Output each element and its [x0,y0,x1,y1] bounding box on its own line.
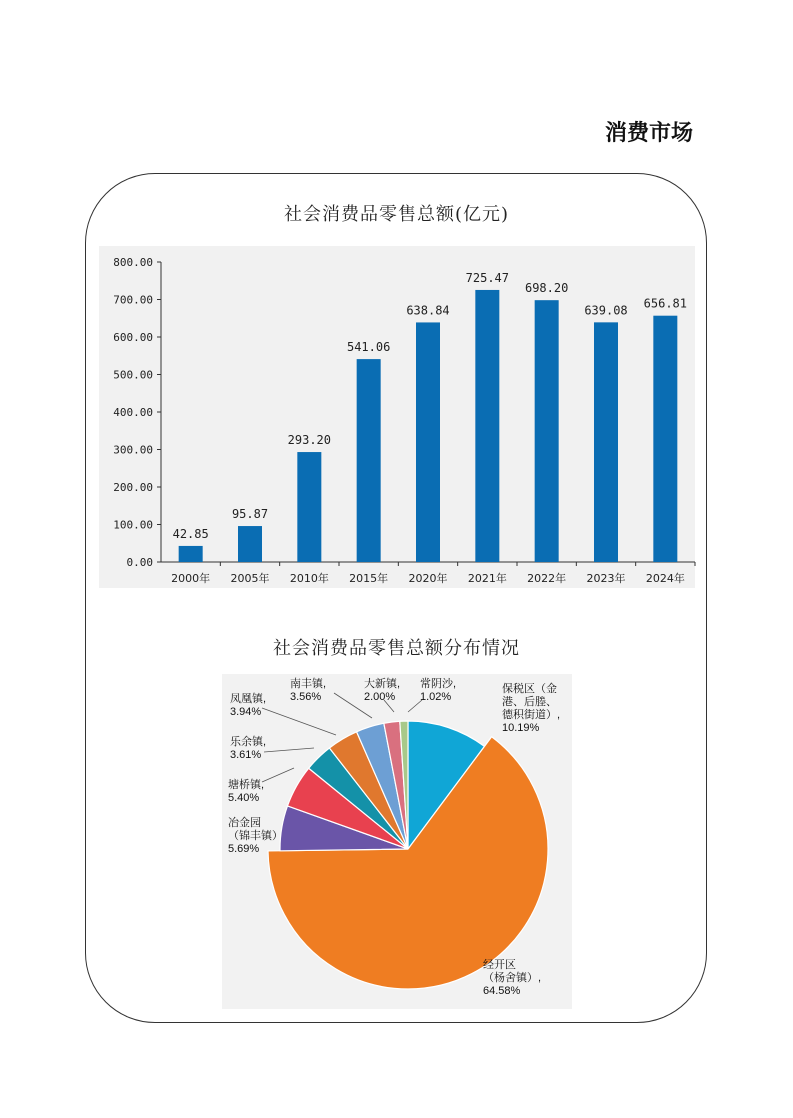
section-title: 消费市场 [604,120,693,146]
y-tick-label: 800.00 [113,256,153,269]
x-tick-label: 2005年 [230,572,270,585]
pie-slice-label: 保税区（金 [502,683,557,695]
bar-value-label: 293.20 [287,433,332,448]
bar [179,546,203,562]
y-tick-label: 300.00 [113,443,153,457]
x-tick-label: 2021年 [467,572,507,585]
pie-slice-label: 5.69% [228,843,260,855]
x-tick-label: 2015年 [349,572,389,585]
bar-value-label: 95.87 [231,507,269,522]
pie-leader-line [264,748,314,752]
pie-slice-label: 64.58% [483,985,521,997]
bar [297,452,321,562]
bar [238,526,262,562]
y-tick-label: 100.00 [113,518,153,532]
bar [594,322,618,562]
pie-chart-title: 社会消费品零售总额分布情况 [273,638,520,659]
bar-value-label: 541.06 [346,340,391,355]
pie-slice-label: （杨舍镇）, [483,972,542,984]
bar [653,316,677,562]
pie-slice-label: 经开区 [483,959,516,971]
bar [535,300,559,562]
pie-slice-label: 德积街道）, [502,709,561,721]
pie-slice-label: 乐余镇, [230,736,267,748]
x-tick-label: 2020年 [408,572,448,585]
bar-chart-title: 社会消费品零售总额(亿元) [283,204,510,225]
pie-slice-label: 3.94% [230,706,262,718]
pie-slice-label: 1.02% [420,691,452,703]
y-tick-label: 500.00 [113,368,153,382]
pie-leader-line [262,768,294,782]
bar [416,322,440,562]
y-tick-label: 0.00 [126,556,153,569]
bar-value-label: 639.08 [584,303,628,318]
pie-slice-label: 5.40% [228,792,260,804]
bar-value-label: 638.84 [406,303,450,318]
bar-value-label: 42.85 [172,526,209,541]
y-tick-label: 400.00 [113,406,153,419]
pie-leader-line [262,708,336,735]
bar [357,359,381,562]
y-tick-label: 700.00 [113,293,153,307]
pie-slice-label: 南丰镇, [290,678,327,690]
pie-slice-label: 塘桥镇, [228,779,265,791]
y-tick-label: 200.00 [113,481,153,494]
x-tick-label: 2000年 [171,572,211,585]
bar [475,290,499,562]
pie-slice-label: 凤凰镇, [230,693,267,705]
pie-slice-label: （锦丰镇） [228,830,283,842]
x-tick-label: 2024年 [645,572,685,585]
x-tick-label: 2022年 [527,572,567,585]
pie-slice-label: 常阴沙, [420,678,457,690]
bar-value-label: 656.81 [643,296,688,311]
y-tick-label: 600.00 [113,331,153,344]
pie-slice-label: 冶金园 [228,817,261,829]
x-tick-label: 2023年 [586,572,626,585]
pie-slice-label: 港、后塍、 [502,696,557,708]
pie-slice-label: 3.61% [230,749,262,761]
pie-slice-label: 10.19% [502,722,540,734]
pie-slice-label: 大新镇, [364,678,401,690]
pie-slice-label: 3.56% [290,691,322,703]
bar-value-label: 698.20 [524,281,569,296]
pie-slice-label: 2.00% [364,691,396,703]
bar-value-label: 725.47 [465,270,510,285]
x-tick-label: 2010年 [289,572,329,585]
